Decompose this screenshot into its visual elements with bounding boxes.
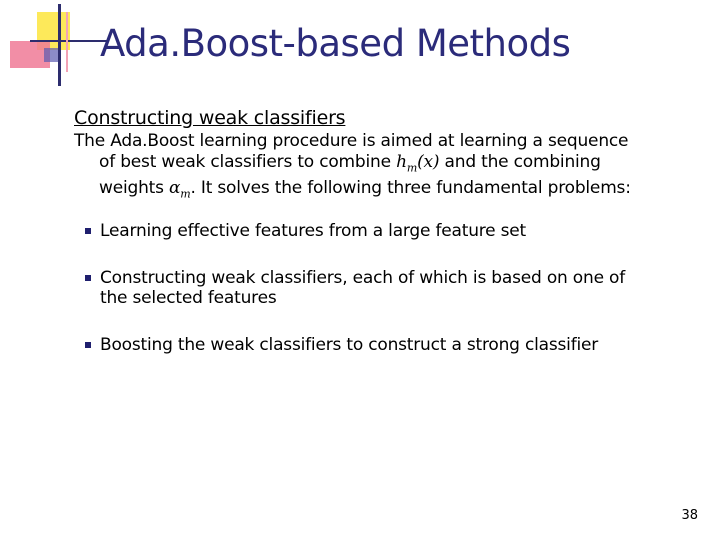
- section-heading: Constructing weak classifiers: [74, 107, 346, 129]
- intro-line-3: [74, 178, 694, 204]
- intro-line-2-suffix: and the combining: [439, 152, 601, 172]
- alpha-m-math: [168, 178, 191, 201]
- logo-pink-line: [66, 12, 68, 72]
- page-number: 38: [681, 508, 698, 523]
- logo-horizontal-line: [30, 40, 108, 42]
- square-bullet-icon: [85, 275, 91, 281]
- h-symbol: h: [396, 152, 407, 172]
- slide-logo-decoration: [0, 0, 110, 90]
- logo-vertical-line: [58, 4, 61, 86]
- bullet-item-3-text: Boosting the weak classifiers to construct a strong classifier: [100, 335, 599, 355]
- bullet-item-2-text: [100, 268, 685, 308]
- alpha-symbol: α: [168, 178, 181, 199]
- slide-title: Ada.Boost-based Methods: [100, 22, 571, 65]
- intro-line-3-prefix: weights: [99, 178, 169, 199]
- intro-line-1: The Ada.Boost learning procedure is aimed at learning a sequence: [74, 131, 629, 151]
- h-m-x-math: [396, 152, 440, 175]
- logo-blue-square: [44, 48, 58, 62]
- square-bullet-icon: [85, 228, 91, 234]
- intro-paragraph: [74, 131, 694, 205]
- intro-line-2: [74, 152, 694, 178]
- intro-line-3-suffix: . It solves the following three fundamental problems:: [190, 178, 631, 199]
- alpha-subscript: m: [180, 187, 191, 201]
- bullet-item-2-line-2: the selected features: [100, 288, 277, 308]
- bullet-item-2-line-1: Constructing weak classifiers, each of which is based on one of: [100, 268, 626, 288]
- intro-line-2-prefix: of best weak classifiers to combine: [99, 152, 397, 172]
- square-bullet-icon: [85, 342, 91, 348]
- h-argument: (x): [417, 152, 440, 172]
- h-subscript: m: [406, 161, 418, 175]
- bullet-item-1-text: Learning effective features from a large feature set: [100, 221, 527, 241]
